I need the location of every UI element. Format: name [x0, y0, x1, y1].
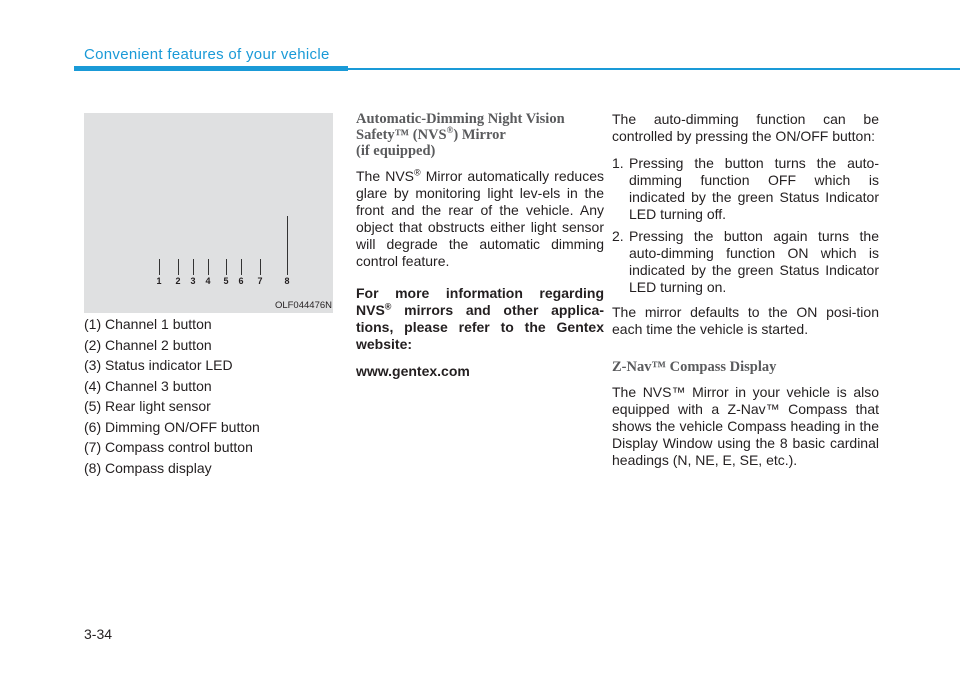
page-number: 3-34	[84, 626, 113, 642]
callout-number: 7	[257, 276, 263, 286]
callout-number: 6	[238, 276, 244, 286]
header-rule-thin	[348, 68, 960, 70]
list-item: 2. Pressing the button again turns the auto-dimming function ON which is indicated by the green Status Indicator LED turning on.	[612, 228, 879, 295]
legend-item: (3) Status indicator LED	[84, 357, 233, 373]
callout-number: 8	[284, 276, 290, 286]
legend-item: (1) Channel 1 button	[84, 316, 212, 332]
header-rule-thick	[74, 66, 348, 71]
legend-item: (6) Dimming ON/OFF button	[84, 418, 260, 435]
list-item: 1. Pressing the button turns the auto-dimming function OFF which is indicated by the green Status Indicator LED turning off.	[612, 155, 879, 222]
callout-line-4	[208, 259, 209, 275]
header-title: Convenient features of your vehicle	[84, 46, 330, 63]
callout-number: 5	[223, 276, 229, 286]
callout-line-1	[159, 259, 160, 275]
callout-number: 1	[156, 276, 162, 286]
legend-item: (7) Compass control button	[84, 439, 253, 455]
callout-line-6	[241, 259, 242, 275]
legend-item: (5) Rear light sensor	[84, 398, 211, 414]
legend-item: (4) Channel 3 button	[84, 377, 212, 394]
section-paragraph: The mirror defaults to the ON posi-tion each time the vehicle is started.	[612, 304, 879, 337]
figure-code: OLF044476N	[274, 300, 332, 311]
callout-line-2	[178, 259, 179, 275]
legend-item: (2) Channel 2 button	[84, 336, 212, 353]
legend-list	[84, 316, 334, 480]
section-heading: Automatic-Dimming Night Vision Safety™ (NVS®) Mirror (if equipped)	[356, 111, 565, 159]
mirror-figure	[84, 113, 333, 313]
legend-item: (8) Compass display	[84, 459, 212, 476]
callout-number: 3	[190, 276, 196, 286]
section-paragraph: The NVS™ Mirror in your vehicle is also equipped with a Z-Nav™ Compass that shows the vehicle Compass heading in the Display Window using the 8 basic cardinal headings (N, NE, E, SE, etc.).	[612, 384, 879, 468]
section-paragraph: The auto-dimming function can be controlled by pressing the ON/OFF button:	[612, 111, 879, 144]
gentex-website: www.gentex.com	[356, 363, 470, 379]
auto-dimming-section	[612, 111, 879, 469]
callout-line-8	[287, 216, 288, 275]
nvs-mirror-section	[356, 111, 604, 380]
gentex-note: For more information regarding NVS® mirrors and other applica-tions, please refer to the Gentex website:	[356, 285, 604, 352]
callout-number: 2	[175, 276, 181, 286]
callout-line-5	[226, 259, 227, 275]
callout-line-3	[193, 259, 194, 275]
callout-line-7	[260, 259, 261, 275]
callout-number: 4	[205, 276, 211, 286]
section-heading: Z-Nav™ Compass Display	[612, 359, 777, 375]
section-paragraph: The NVS® Mirror automatically reduces glare by monitoring light lev-els in the front and the rear of the vehicle. Any object that obstructs either light sensor will degrade the automatic dimming control feature.	[356, 167, 604, 269]
